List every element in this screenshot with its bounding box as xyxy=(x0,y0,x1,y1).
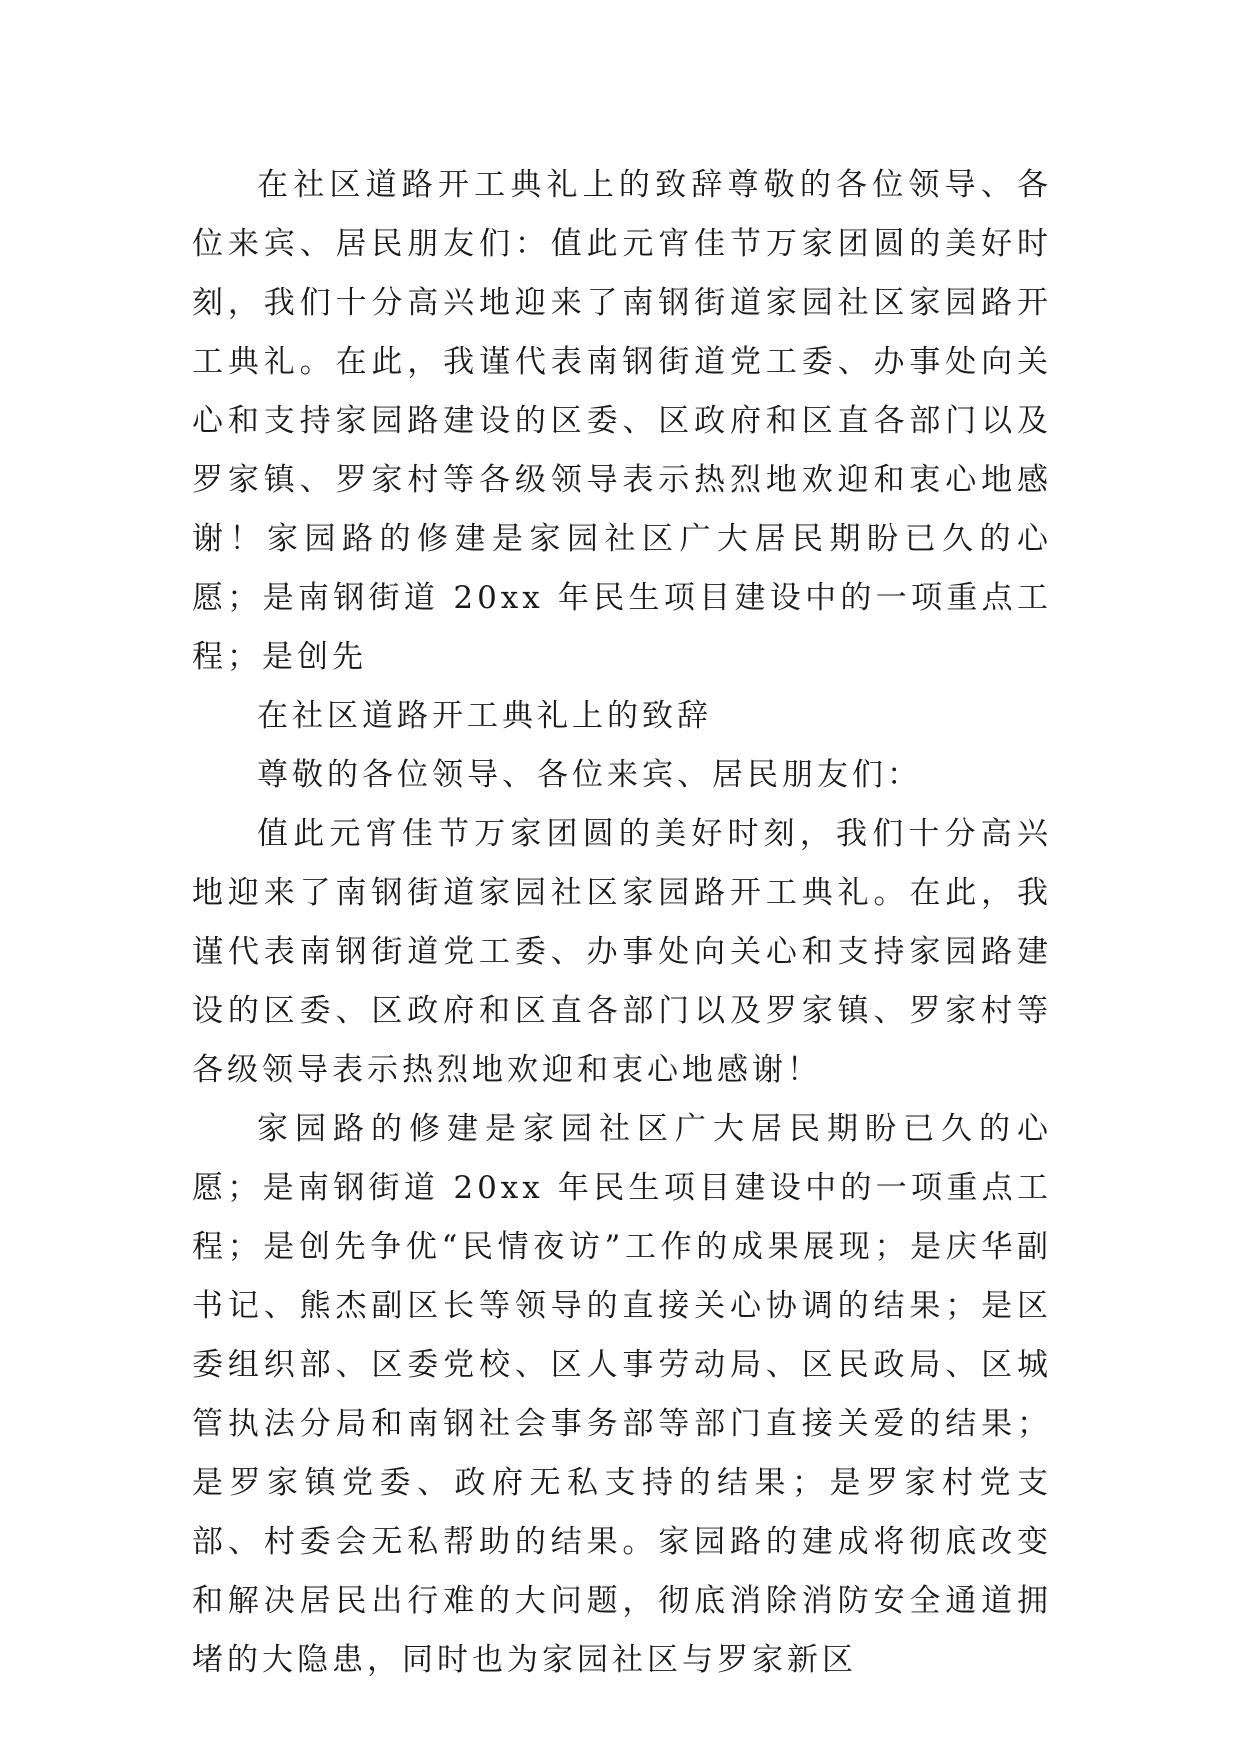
paragraph-significance: 家园路的修建是家园社区广大居民期盼已久的心愿；是南钢街道 20xx 年民生项目建设中的一项重点工程；是创先争优“民情夜访”工作的成果展现；是庆华副书记、熊杰副区长等领导的直接关心协调的结果；是区委组织部、区委党校、区人事劳动局、区民政局、区城管执法分局和南钢社会事务部等部门直接关爱的结果；是罗家镇党委、政府无私支持的结果；是罗家村党支部、村委会无私帮助的结果。家园路的建成将彻底改变和解决居民出行难的大问题，彻底消除消防安全通道拥堵的大隐患，同时也为家园社区与罗家新区 xyxy=(192,1111,1052,1678)
paragraph-welcome: 值此元宵佳节万家团圆的美好时刻，我们十分高兴地迎来了南钢街道家园社区家园路开工典礼。在此，我谨代表南钢街道党工委、办事处向关心和支持家园路建设的区委、区政府和区直各部门以及罗家镇、罗家村等各级领导表示热烈地欢迎和衷心地感谢！ xyxy=(192,816,1052,1088)
paragraph-title: 在社区道路开工典礼上的致辞 xyxy=(257,698,712,734)
paragraph-salutation: 尊敬的各位领导、各位来宾、居民朋友们： xyxy=(257,757,922,793)
paragraph-intro-summary: 在社区道路开工典礼上的致辞尊敬的各位领导、各位来宾、居民朋友们：值此元宵佳节万家团圆的美好时刻，我们十分高兴地迎来了南钢街道家园社区家园路开工典礼。在此，我谨代表南钢街道党工委、办事处向关心和支持家园路建设的区委、区政府和区直各部门以及罗家镇、罗家村等各级领导表示热烈地欢迎和衷心地感谢！家园路的修建是家园社区广大居民期盼已久的心愿；是南钢街道 20xx 年民生项目建设中的一项重点工程；是创先 xyxy=(192,167,1052,675)
document-body xyxy=(192,156,1052,1690)
